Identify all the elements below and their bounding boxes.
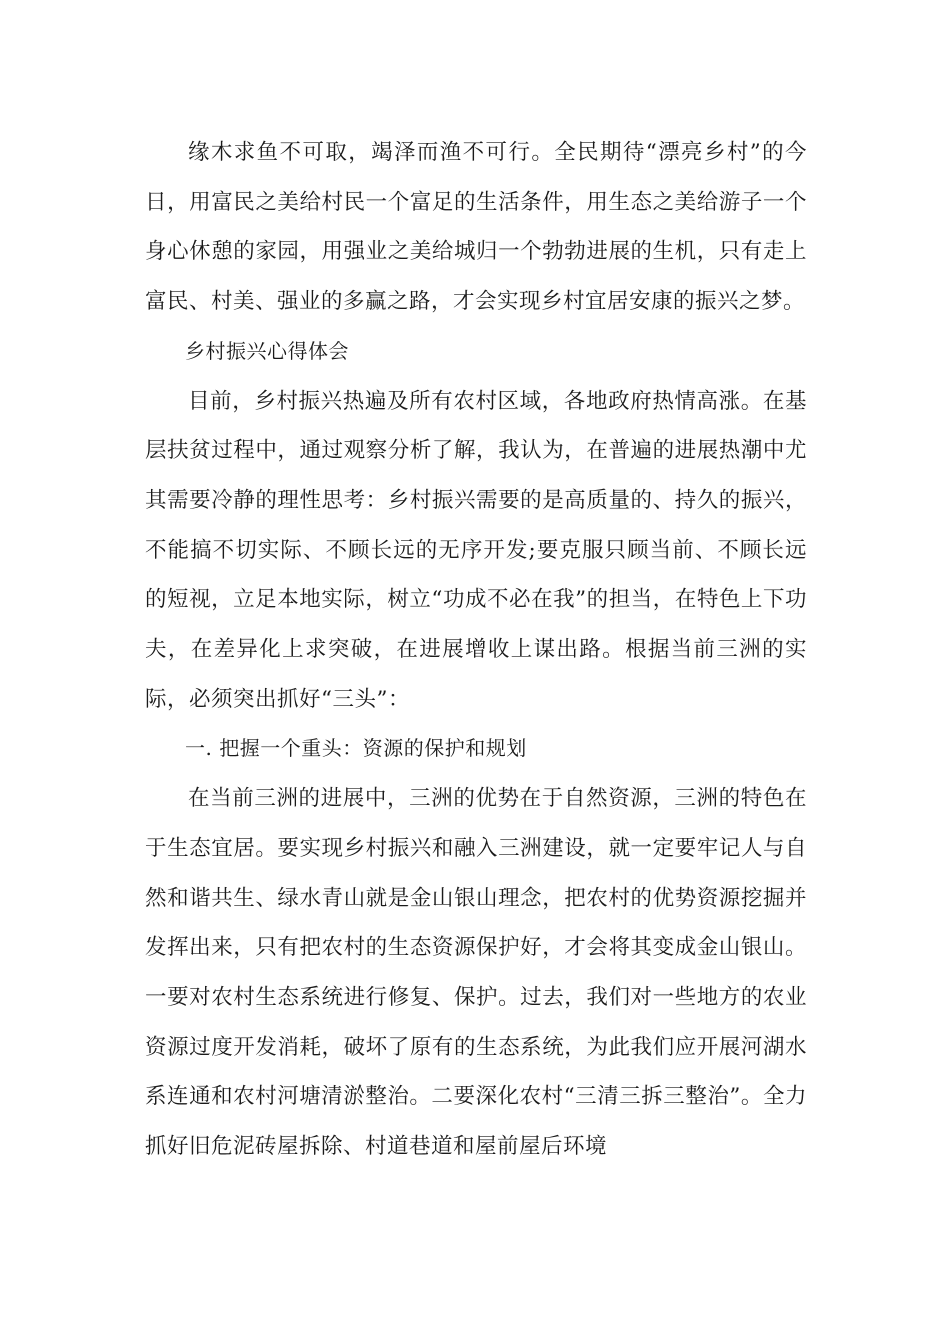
paragraph-intro: 缘木求鱼不可取，竭泽而渔不可行。全民期待“漂亮乡村”的今日，用富民之美给村民一个富足的生活条件，用生态之美给游子一个身心休憩的家园，用强业之美给城归一个勃勃进展的生机，只有走上富民、村美、强业的多赢之路，才会实现乡村宜居安康的振兴之梦。 <box>145 140 807 315</box>
document-body <box>145 128 807 1172</box>
paragraph-overview: 目前，乡村振兴热遍及所有农村区域，各地政府热情高涨。在基层扶贫过程中，通过观察分析了解，我认为，在普遍的进展热潮中尤其需要冷静的理性思考：乡村振兴需要的是高质量的、持久的振兴，不能搞不切实际、不顾长远的无序开发;要克服只顾当前、不顾长远的短视，立足本地实际，树立“功成不必在我”的担当，在特色上下功夫，在差异化上求突破，在进展增收上谋出路。根据当前三洲的实际，必须突出抓好“三头”： <box>145 388 807 712</box>
section-title: 乡村振兴心得体会 <box>185 338 349 363</box>
subsection-heading: 一. 把握一个重头：资源的保护和规划 <box>185 736 527 761</box>
paragraph-resources: 在当前三洲的进展中，三洲的优势在于自然资源，三洲的特色在于生态宜居。要实现乡村振兴和融入三洲建设，就一定要牢记人与自然和谐共生、绿水青山就是金山银山理念，把农村的优势资源挖掘并发挥出来，只有把农村的生态资源保护好，才会将其变成金山银山。一要对农村生态系统进行修复、保护。过去，我们对一些地方的农业资源过度开发消耗，破坏了原有的生态系统，为此我们应开展河湖水系连通和农村河塘清淤整治。二要深化农村“三清三拆三整治”。全力抓好旧危泥砖屋拆除、村道巷道和屋前屋后环境 <box>145 786 807 1160</box>
